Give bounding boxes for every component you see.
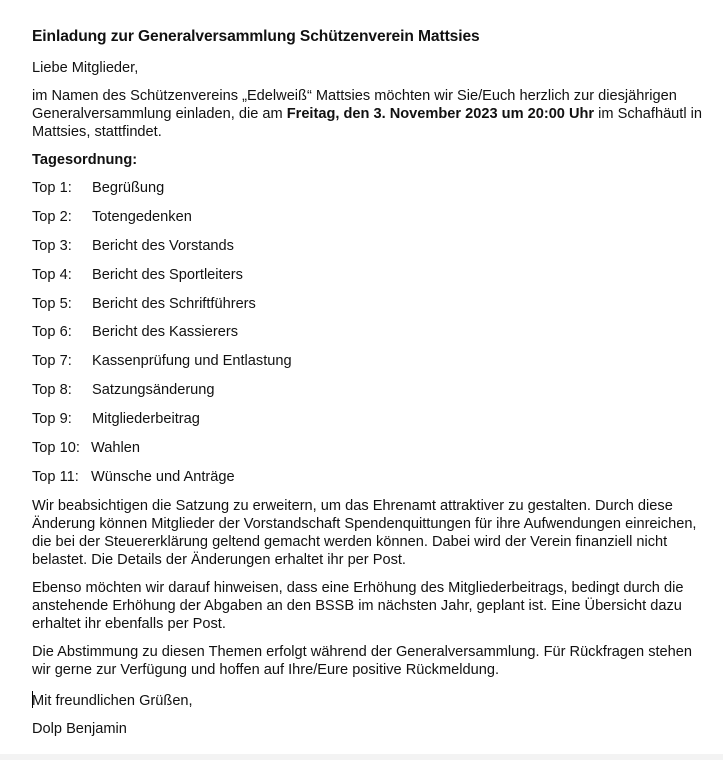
agenda-item-text: Bericht des Sportleiters: [92, 266, 243, 283]
agenda-item-number: Top 5:: [32, 295, 72, 312]
agenda-item-number: Top 9:: [32, 411, 72, 428]
agenda-item: [32, 468, 712, 497]
agenda-item-number: Top 11:: [32, 468, 79, 485]
agenda-item: [32, 323, 712, 352]
intro-text-2: im Schafhäutl in Mattsies, stattfindet.: [32, 106, 703, 140]
agenda-item: [32, 410, 712, 439]
statute-paragraph: Wir beabsichtigen die Satzung zu erweitern, um das Ehrenamt attraktiver zu gestalten. Durch diese Änderung können Mitglieder der Vorstandschaft Spendenquittungen für ihre Aufwendungen einreichen, die bei der Steuererklärung geltend gemacht werden können. Dabei wird der Verein finanziell nicht belastet. Die Details der Änderungen erhaltet ihr per Post.: [32, 497, 697, 568]
agenda-item-text: Kassenprüfung und Entlastung: [92, 353, 292, 370]
agenda-item-number: Top 6:: [32, 324, 72, 341]
agenda-item-number: Top 2:: [32, 208, 72, 225]
agenda-item: [32, 381, 712, 410]
document-body[interactable]: [32, 27, 712, 748]
agenda-item: [32, 208, 712, 237]
agenda-item-text: Bericht des Kassierers: [92, 324, 238, 341]
voting-paragraph: Die Abstimmung zu diesen Themen erfolgt während der Generalversammlung. Für Rückfragen stehen wir gerne zur Verfügung und hoffen auf Ihre/Eure positive Rückmeldung.: [32, 643, 693, 678]
agenda-item-text: Begrüßung: [92, 180, 165, 196]
agenda-item: [32, 352, 712, 381]
agenda-item: [32, 295, 712, 324]
document-title: Einladung zur Generalversammlung Schützenverein Mattsies: [32, 28, 480, 45]
closing-text: Mit freundlichen Grüßen,: [32, 692, 193, 709]
closing-line[interactable]: [32, 691, 712, 710]
agenda-item-text: Wahlen: [91, 440, 140, 457]
bottom-edge: [0, 754, 723, 760]
agenda-item-text: Wünsche und Anträge: [91, 468, 235, 485]
agenda-item-number: Top 3:: [32, 237, 72, 254]
greeting: Liebe Mitglieder,: [32, 60, 139, 76]
agenda-item-text: Bericht des Schriftführers: [92, 295, 256, 312]
agenda-list: [32, 179, 712, 497]
intro-text-1: im Namen des Schützenvereins „Edelweiß“ Mattsies möchten wir Sie/Euch herzlich zur diesjährigen Generalversammlung einladen, die am: [32, 88, 677, 122]
agenda-item: [32, 179, 712, 208]
signature: Dolp Benjamin: [32, 720, 127, 737]
agenda-item-text: Totengedenken: [92, 208, 192, 225]
agenda-item: [32, 237, 712, 266]
agenda-item: [32, 266, 712, 295]
fee-paragraph: Ebenso möchten wir darauf hinweisen, dass eine Erhöhung des Mitgliederbeitrags, bedingt durch die anstehende Erhöhung der Abgaben an den BSSB im nächsten Jahr, geplant ist. Eine Übersicht dazu erhaltet ihr ebenfalls per Post.: [32, 579, 684, 632]
agenda-item-number: Top 4:: [32, 266, 72, 283]
agenda-item-text: Satzungsänderung: [92, 382, 215, 399]
event-date-time: Freitag, den 3. November 2023 um 20:00 Uhr: [286, 106, 595, 122]
agenda-heading: Tagesordnung:: [32, 152, 138, 168]
agenda-item: [32, 439, 712, 468]
agenda-item-number: Top 7:: [32, 353, 72, 370]
agenda-item-number: Top 8:: [32, 382, 72, 399]
agenda-item-text: Bericht des Vorstands: [92, 237, 234, 254]
agenda-item-number: Top 10:: [32, 440, 80, 457]
intro-paragraph: [32, 87, 712, 141]
agenda-item-text: Mitgliederbeitrag: [92, 411, 200, 428]
agenda-item-number: Top 1:: [32, 180, 72, 196]
